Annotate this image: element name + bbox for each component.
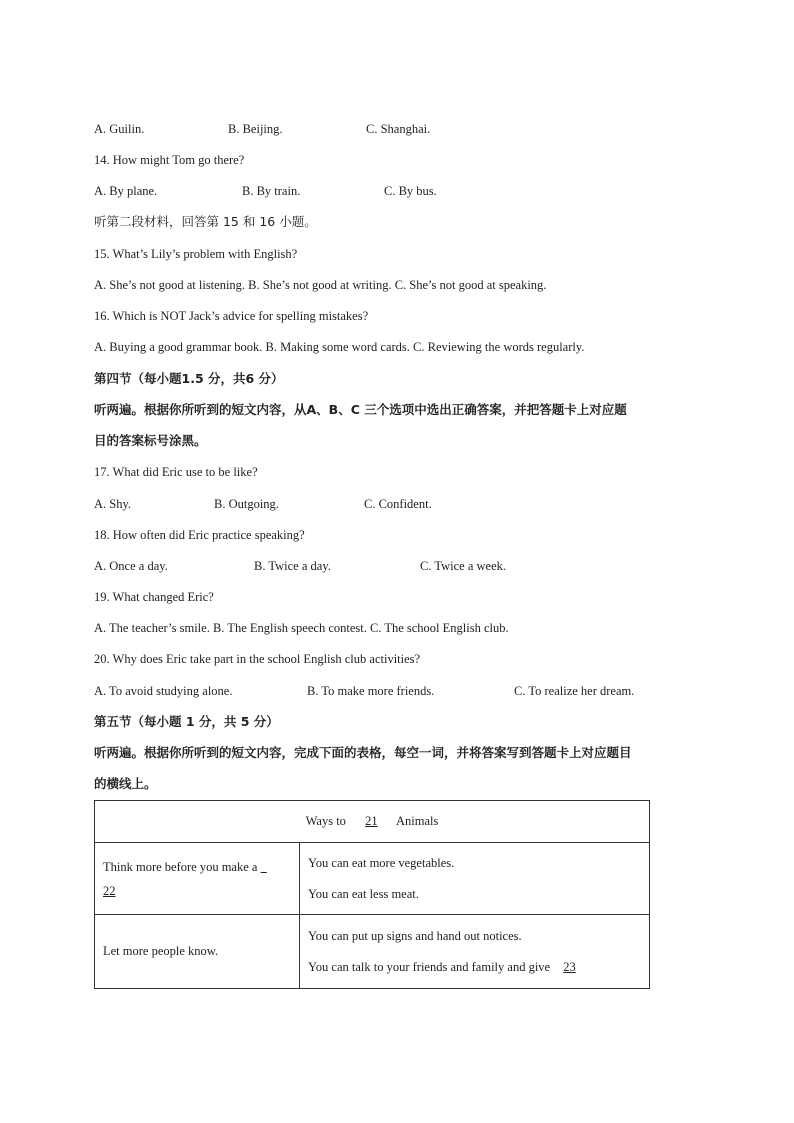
section4-heading: 第四节（每小题1.5 分，共6 分） [94, 371, 284, 386]
row1-right-line2: You can eat less meat. [308, 886, 419, 901]
section5-heading: 第五节（每小题 1 分，共 5 分） [94, 714, 279, 729]
section4-instruction-line1: 听两遍。根据你所听到的短文内容，从A、B、C 三个选项中选出正确答案，并把答题卡上对应题 [94, 402, 627, 417]
q19-options: A. The teacher’s smile. B. The English speech contest. C. The school English club. [94, 621, 509, 635]
q20-option-a: A. To avoid studying alone. [94, 684, 233, 698]
section4-instruction-line2: 目的答案标号涂黑。 [94, 433, 207, 448]
row2-right-line1: You can put up signs and hand out notices. [308, 928, 522, 943]
table-title-suffix: Animals [396, 814, 439, 828]
row2-right-cell [300, 915, 650, 989]
q18-option-c: C. Twice a week. [420, 559, 507, 573]
row1-right-line1: You can eat more vegetables. [308, 855, 455, 870]
row1-left-text: Think more before you make a [103, 859, 258, 874]
q20-option-c: C. To realize her dream. [514, 684, 635, 698]
q20-question: 20. Why does Eric take part in the school English club activities? [94, 652, 421, 666]
q13-option-b: B. Beijing. [228, 122, 283, 136]
q17-option-c: C. Confident. [364, 497, 432, 511]
q14-question: 14. How might Tom go there? [94, 153, 245, 167]
blank-23: 23 [563, 959, 576, 974]
q13-option-c: C. Shanghai. [366, 122, 431, 136]
row1-left-cell [95, 843, 300, 915]
q20-option-b: B. To make more friends. [307, 684, 435, 698]
q15-question: 15. What’s Lily’s problem with English? [94, 247, 298, 261]
section5-instruction-line2: 的横线上。 [94, 776, 157, 791]
table-title-prefix: Ways to [305, 814, 346, 828]
row2-left-cell: Let more people know. [95, 915, 300, 989]
q18-option-a: A. Once a day. [94, 559, 168, 573]
part2-instruction: 听第二段材料，回答第 15 和 16 小题。 [94, 214, 317, 229]
q18-question: 18. How often did Eric practice speaking? [94, 528, 305, 542]
q18-option-b: B. Twice a day. [254, 559, 331, 573]
q17-option-a: A. Shy. [94, 497, 132, 511]
q16-question: 16. Which is NOT Jack’s advice for spelling mistakes? [94, 309, 369, 323]
q17-option-b: B. Outgoing. [214, 497, 279, 511]
q19-question: 19. What changed Eric? [94, 590, 214, 604]
table-title [95, 801, 650, 843]
section5-instruction-line1: 听两遍。根据你所听到的短文内容，完成下面的表格，每空一词，并将答案写到答题卡上对应题目 [94, 745, 632, 760]
q17-question: 17. What did Eric use to be like? [94, 465, 258, 479]
q14-option-a: A. By plane. [94, 184, 158, 198]
blank-21: 21 [365, 814, 378, 828]
q15-options: A. She’s not good at listening. B. She’s not good at writing. C. She’s not good at speaking. [94, 278, 547, 292]
blank-22: 22 [103, 883, 116, 898]
q14-option-b: B. By train. [242, 184, 301, 198]
row2-right-line2-text: You can talk to your friends and family and give [308, 959, 551, 974]
ways-table [94, 800, 650, 989]
q16-options: A. Buying a good grammar book. B. Making some word cards. C. Reviewing the words regularly. [94, 340, 585, 354]
q13-option-a: A. Guilin. [94, 122, 145, 136]
q14-option-c: C. By bus. [384, 184, 437, 198]
row1-right-cell [300, 843, 650, 915]
